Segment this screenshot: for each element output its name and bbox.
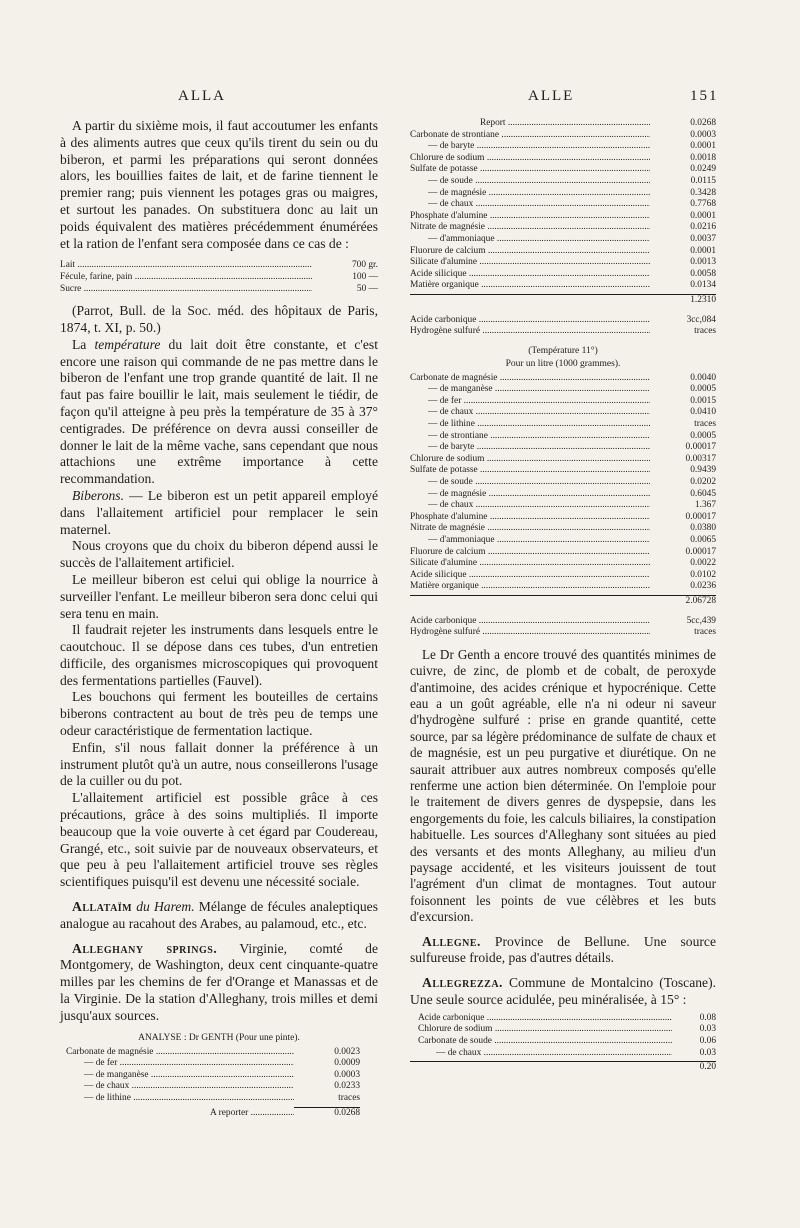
- row-value: 0.0015: [690, 395, 716, 406]
- table-row: [410, 269, 716, 281]
- row-value: 0.00017: [685, 442, 716, 453]
- table-row: [410, 465, 716, 477]
- row-value: 100 —: [352, 271, 378, 282]
- row-label: — de baryte .....: [410, 442, 650, 454]
- table-total: [410, 595, 716, 608]
- table-row: [418, 1024, 716, 1036]
- total-value: 0.20: [699, 1062, 716, 1073]
- row-label: Phosphate d'alumine .....: [410, 211, 650, 223]
- table-row: [66, 1047, 360, 1059]
- table-row: [410, 326, 716, 338]
- table-row: [410, 407, 716, 419]
- row-label: — de chaux .....: [410, 199, 650, 211]
- row-label: Sucre .....: [60, 284, 312, 296]
- row-label: Lait .....: [60, 260, 312, 272]
- row-label: — de magnésie .....: [410, 188, 650, 200]
- total-value: 2.06728: [685, 595, 716, 606]
- row-label: Matière organique .....: [410, 581, 650, 593]
- entry-text: Commune de Montalcino (Toscane). Une seule source acidulée, peu minéralisée, à 15° :: [410, 975, 716, 1008]
- entry-alleghany: [60, 941, 378, 1025]
- row-label: Carbonate de magnésie .....: [66, 1047, 294, 1059]
- table-row: [410, 442, 716, 454]
- table-row: [410, 581, 716, 593]
- analysis-table: [410, 1013, 716, 1059]
- row-value: 0.0018: [690, 152, 716, 163]
- table-row: [410, 489, 716, 501]
- row-label: Hydrogène sulfuré .....: [410, 326, 650, 338]
- table-row: [418, 1048, 716, 1060]
- table-row: [410, 616, 716, 628]
- row-value: traces: [694, 627, 716, 638]
- table-row: [410, 396, 716, 408]
- row-value: 0.0003: [334, 1069, 360, 1080]
- paragraph-first-word: La: [72, 336, 95, 352]
- ration-table: [60, 260, 378, 295]
- entry-allataim: [60, 899, 378, 933]
- table-row: [410, 280, 716, 292]
- table-row: [410, 199, 716, 211]
- paragraph: [60, 337, 378, 488]
- table-row: [66, 1093, 360, 1105]
- row-value: 0.00317: [685, 453, 716, 464]
- page-number: 151: [690, 88, 719, 104]
- table-row: [410, 234, 716, 246]
- entry-headword: Allataïm: [72, 899, 133, 915]
- row-value: 0.0001: [690, 245, 716, 256]
- row-label: — de fer .....: [410, 396, 650, 408]
- table-row: [410, 141, 716, 153]
- entry-allegrezza: [410, 975, 716, 1009]
- row-value: 0.7768: [690, 199, 716, 210]
- table-row: [410, 315, 716, 327]
- row-value: 0.0102: [690, 569, 716, 580]
- row-label: — de chaux .....: [410, 500, 650, 512]
- term: Biberons.: [72, 487, 124, 503]
- row-value: 0.0233: [334, 1081, 360, 1092]
- row-value: 0.0134: [690, 280, 716, 291]
- row-value: 0.0040: [690, 372, 716, 383]
- row-value: 0.0216: [690, 222, 716, 233]
- row-label: — de lithine .....: [410, 419, 650, 431]
- paragraph: L'allaitement artificiel est possible grâce à ces précautions, grâce à des soins multipliés. Il importe beaucoup que la voie ouverte à cet égard par Coudereau, Grangé, etc., soit suivie par de nouveaux observateurs, et que peu à peu l'allaitement artificiel trouve ses règles scientifiques puisqu'il est devenu une nécessité sociale.: [60, 790, 378, 890]
- row-value: 0.0005: [690, 384, 716, 395]
- row-value: 0.0003: [690, 129, 716, 140]
- row-value: 0.0202: [690, 477, 716, 488]
- table-row: [410, 558, 716, 570]
- row-value: 3cc,084: [686, 314, 716, 325]
- table-row: [410, 547, 716, 559]
- left-column: [60, 118, 378, 1119]
- row-label: Fluorure de calcium .....: [410, 547, 650, 559]
- row-label: Sulfate de potasse .....: [410, 164, 650, 176]
- running-header-center: ALLE: [528, 88, 575, 104]
- row-label: — de manganèse .....: [66, 1070, 294, 1082]
- table-row: [66, 1070, 360, 1082]
- entry-text: Province de Bellune. Une source sulfureuse froide, pas d'autres détails.: [410, 933, 716, 966]
- row-value: 0.0009: [334, 1058, 360, 1069]
- row-value: traces: [694, 419, 716, 430]
- total-value: 1.2310: [690, 294, 716, 305]
- row-value: 0.0236: [690, 581, 716, 592]
- table-row: [410, 419, 716, 431]
- table-row: [418, 1013, 716, 1025]
- report-row: [410, 118, 716, 130]
- table-row: [60, 272, 378, 284]
- row-label: Nitrate de magnésie .....: [410, 222, 650, 234]
- table-row: [60, 260, 378, 272]
- row-value: 0.0115: [690, 175, 716, 186]
- row-label: Chlorure de sodium .....: [410, 454, 650, 466]
- entry-headword: Alleghany springs.: [72, 940, 218, 956]
- report-label: Report .....: [480, 118, 650, 130]
- row-label: — de lithine .....: [66, 1093, 294, 1105]
- entry-headword: Allegrezza.: [422, 975, 503, 991]
- row-value: 0.0023: [334, 1046, 360, 1057]
- running-header-left: ALLA: [178, 88, 226, 104]
- row-value: 0.0037: [690, 233, 716, 244]
- table-row: [410, 176, 716, 188]
- row-label: — de chaux .....: [66, 1081, 294, 1093]
- row-label: Acide carbonique .....: [418, 1013, 672, 1025]
- row-value: 0.08: [699, 1012, 716, 1023]
- row-value: 0.03: [699, 1024, 716, 1035]
- table-row: [410, 153, 716, 165]
- table-row: [410, 454, 716, 466]
- term: température: [94, 336, 161, 352]
- row-label: — de chaux .....: [410, 407, 650, 419]
- row-value: 0.9439: [690, 465, 716, 476]
- table-row: [410, 130, 716, 142]
- table-row: [410, 188, 716, 200]
- row-value: traces: [338, 1093, 360, 1103]
- row-value: 50 —: [356, 283, 378, 294]
- table-row: [410, 570, 716, 582]
- paragraph: Le Dr Genth a encore trouvé des quantités minimes de cuivre, de zinc, de plomb et de cobalt, de peroxyde d'antimoine, des acides crénique et hypocrénique. Cette eau a un goût agréable, elle n'a ni odeur ni saveur d'hydrogène sulfuré : prise en grande quantité, cette source, par sa légère prédominance de sulfate de chaux et de magnésie, est un peu purgative et diurétique. On ne saurait attribuer aux autres nombreux composés qu'elle renferme une action bien déterminée. On l'emploie pour le traitement de divers genres de dyspepsie, dans les engorgements du foie, les calculs biliaires, la constipation habituelle. Les sources d'Alleghany sont situées au pied des versants et des monts Alleghany, au milieu d'un paysage accidenté, et les visiteurs jouissent de tout l'agrément d'un climat de montagnes. Tout autour foisonnent les points de vue célèbres et les buts d'excursion.: [410, 646, 716, 925]
- paragraph: A partir du sixième mois, il faut accoutumer les enfants à des aliments autres que ceux qu'ils tirent du sein ou du biberon, et parmi les préparations qui seront données alors, les bouillies faites de lait, et de farine tiennent le premier rang; puis viennent les potages gras ou maigres, et surtout les panades. On substituera donc au lait un poids équivalent des matières précédemment énumérées et la ration de l'enfant sera composée dans ce cas de :: [60, 118, 378, 251]
- row-value: 0.3428: [690, 187, 716, 198]
- carry-forward-row: [60, 1107, 378, 1120]
- right-column: [410, 118, 716, 1074]
- row-value: 5cc,439: [686, 615, 716, 626]
- row-label: Acide carbonique .....: [410, 616, 650, 628]
- row-label: Chlorure de sodium .....: [418, 1024, 672, 1036]
- row-label: — de soude .....: [410, 477, 650, 489]
- row-value: 0.00017: [685, 511, 716, 522]
- row-value: 0.0005: [690, 430, 716, 441]
- row-label: Fécule, farine, pain .....: [60, 272, 312, 284]
- report-value: 0.0268: [690, 118, 716, 128]
- row-label: Carbonate de magnésie .....: [410, 373, 650, 385]
- table-row: [66, 1058, 360, 1070]
- analysis-title: ANALYSE : Dr GENTH (Pour une pinte).: [138, 1032, 300, 1043]
- row-value: 0.0380: [690, 523, 716, 534]
- table-total: [410, 294, 716, 307]
- row-label: — d'ammoniaque .....: [410, 535, 650, 547]
- citation: (Parrot, Bull. de la Soc. méd. des hôpitaux de Paris, 1874, t. XI, p. 50.): [60, 303, 378, 335]
- table-row: [418, 1036, 716, 1048]
- temperature-title: (Température 11°): [528, 345, 598, 356]
- row-value: 0.0410: [690, 407, 716, 418]
- analysis-table: [60, 1047, 378, 1105]
- row-value: 0.0058: [690, 268, 716, 279]
- row-label: — de magnésie .....: [410, 489, 650, 501]
- carry-forward-value: 0.0268: [294, 1107, 360, 1120]
- paragraph-rest: du lait doit être constante, et c'est encore une raison qui commande de ne pas mettre dans le biberon de l'enfant une trop grande quantité de lait. Il ne faut pas faire bouillir le lait, mais seulement le tiédir, de façon qu'il atteigne à peu près la température de 35 à 37° centigrades. De préférence on devra aussi conseiller de donner le lait de la même vache, sans cependant que nous attachions une extrême importance à cette recommandation.: [60, 336, 378, 487]
- paragraph: Les bouchons qui ferment les bouteilles de certains biberons contractent au bout de très peu de temps une odeur caractéristique de fermentation lactique.: [60, 689, 378, 739]
- table-row: [410, 222, 716, 234]
- row-label: — de chaux .....: [418, 1048, 672, 1060]
- row-value: 1.367: [694, 500, 716, 511]
- row-value: 0.0249: [690, 164, 716, 175]
- row-label: Silicate d'alumine .....: [410, 257, 650, 269]
- table-row: [410, 164, 716, 176]
- row-label: Hydrogène sulfuré .....: [410, 627, 650, 639]
- entry-text: Virginie, comté de Montgomery, de Washington, deux cent cinquante-quatre milles par les chemins de fer d'Orange et Manassas et de la Virginie. De la station d'Alleghany, trois milles et demi jusqu'aux sources.: [60, 940, 378, 1023]
- litre-title: Pour un litre (1000 grammes).: [505, 358, 621, 369]
- paragraph-text: — Le biberon est un petit appareil employé dans l'allaitement artificiel pour remplacer le sein maternel.: [60, 487, 378, 537]
- table-total: [410, 1061, 716, 1074]
- carry-forward-label: A reporter .....: [210, 1108, 294, 1120]
- row-label: Carbonate de soude .....: [418, 1036, 672, 1048]
- row-label: Chlorure de sodium .....: [410, 153, 650, 165]
- row-label: Sulfate de potasse .....: [410, 465, 650, 477]
- paragraph: Nous croyons que du choix du biberon dépend aussi le succès de l'allaitement artificiel.: [60, 538, 378, 571]
- row-label: Nitrate de magnésie .....: [410, 523, 650, 535]
- row-value: 0.00017: [685, 546, 716, 557]
- table-row: [410, 512, 716, 524]
- paragraph: Le meilleur biberon est celui qui oblige la nourrice à surveiller l'enfant. Le meilleur biberon sera donc celui qui sera tenu en main.: [60, 571, 378, 621]
- row-label: Carbonate de strontiane .....: [410, 130, 650, 142]
- analysis-table: [410, 130, 716, 292]
- table-row: [410, 477, 716, 489]
- row-label: Phosphate d'alumine .....: [410, 512, 650, 524]
- table-row: [410, 211, 716, 223]
- row-value: 0.0001: [690, 141, 716, 152]
- row-value: 0.0065: [690, 535, 716, 545]
- row-value: 0.0013: [690, 257, 716, 268]
- table-row: [410, 373, 716, 385]
- row-value: 0.0001: [690, 210, 716, 221]
- row-label: Acide carbonique .....: [410, 315, 650, 327]
- gas-table: [410, 315, 716, 338]
- row-label: Matière organique .....: [410, 280, 650, 292]
- analysis-table: [410, 373, 716, 593]
- row-value: 0.03: [699, 1047, 716, 1058]
- row-label: Fluorure de calcium .....: [410, 246, 650, 258]
- table-row: [410, 500, 716, 512]
- row-label: Acide silicique .....: [410, 570, 650, 582]
- row-label: — de manganèse .....: [410, 384, 650, 396]
- row-value: 0.06: [699, 1036, 716, 1047]
- row-label: Silicate d'alumine .....: [410, 558, 650, 570]
- gas-table: [410, 616, 716, 639]
- row-label: — d'ammoniaque .....: [410, 234, 650, 246]
- row-value: 0.0022: [690, 558, 716, 569]
- table-row: [410, 384, 716, 396]
- row-label: — de strontiane .....: [410, 431, 650, 443]
- row-label: Acide silicique .....: [410, 269, 650, 281]
- table-row: [410, 257, 716, 269]
- table-row: [410, 431, 716, 443]
- entry-subtitle: du Harem.: [132, 899, 195, 915]
- paragraph: [60, 488, 378, 538]
- paragraph: Enfin, s'il nous fallait donner la préférence à un instrument plutôt qu'à un autre, nous conseillerons l'usage de la cuiller ou du pot.: [60, 739, 378, 789]
- row-label: — de baryte .....: [410, 141, 650, 153]
- table-row: [410, 523, 716, 535]
- row-label: — de soude .....: [410, 176, 650, 188]
- entry-allegne: [410, 934, 716, 968]
- table-row: [410, 627, 716, 639]
- table-row: [60, 284, 378, 296]
- table-row: [410, 535, 716, 547]
- entry-text: Mélange de fécules analeptiques analogue au racahout des Arabes, au palamoud, etc., etc.: [60, 899, 378, 931]
- table-row: [410, 246, 716, 258]
- entry-headword: Allegne.: [422, 933, 481, 949]
- row-value: traces: [694, 326, 716, 337]
- table-row: [66, 1081, 360, 1093]
- paragraph: Il faudrait rejeter les instruments dans lesquels entre le caoutchouc. Il se dépose dans ces tubes, d'un entretien difficile, des organismes microscopiques qui provoquent des fermentations partielles (Fauvel).: [60, 622, 378, 688]
- row-label: — de fer .....: [66, 1058, 294, 1070]
- row-value: 700 gr.: [351, 260, 378, 271]
- row-value: 0.6045: [690, 488, 716, 499]
